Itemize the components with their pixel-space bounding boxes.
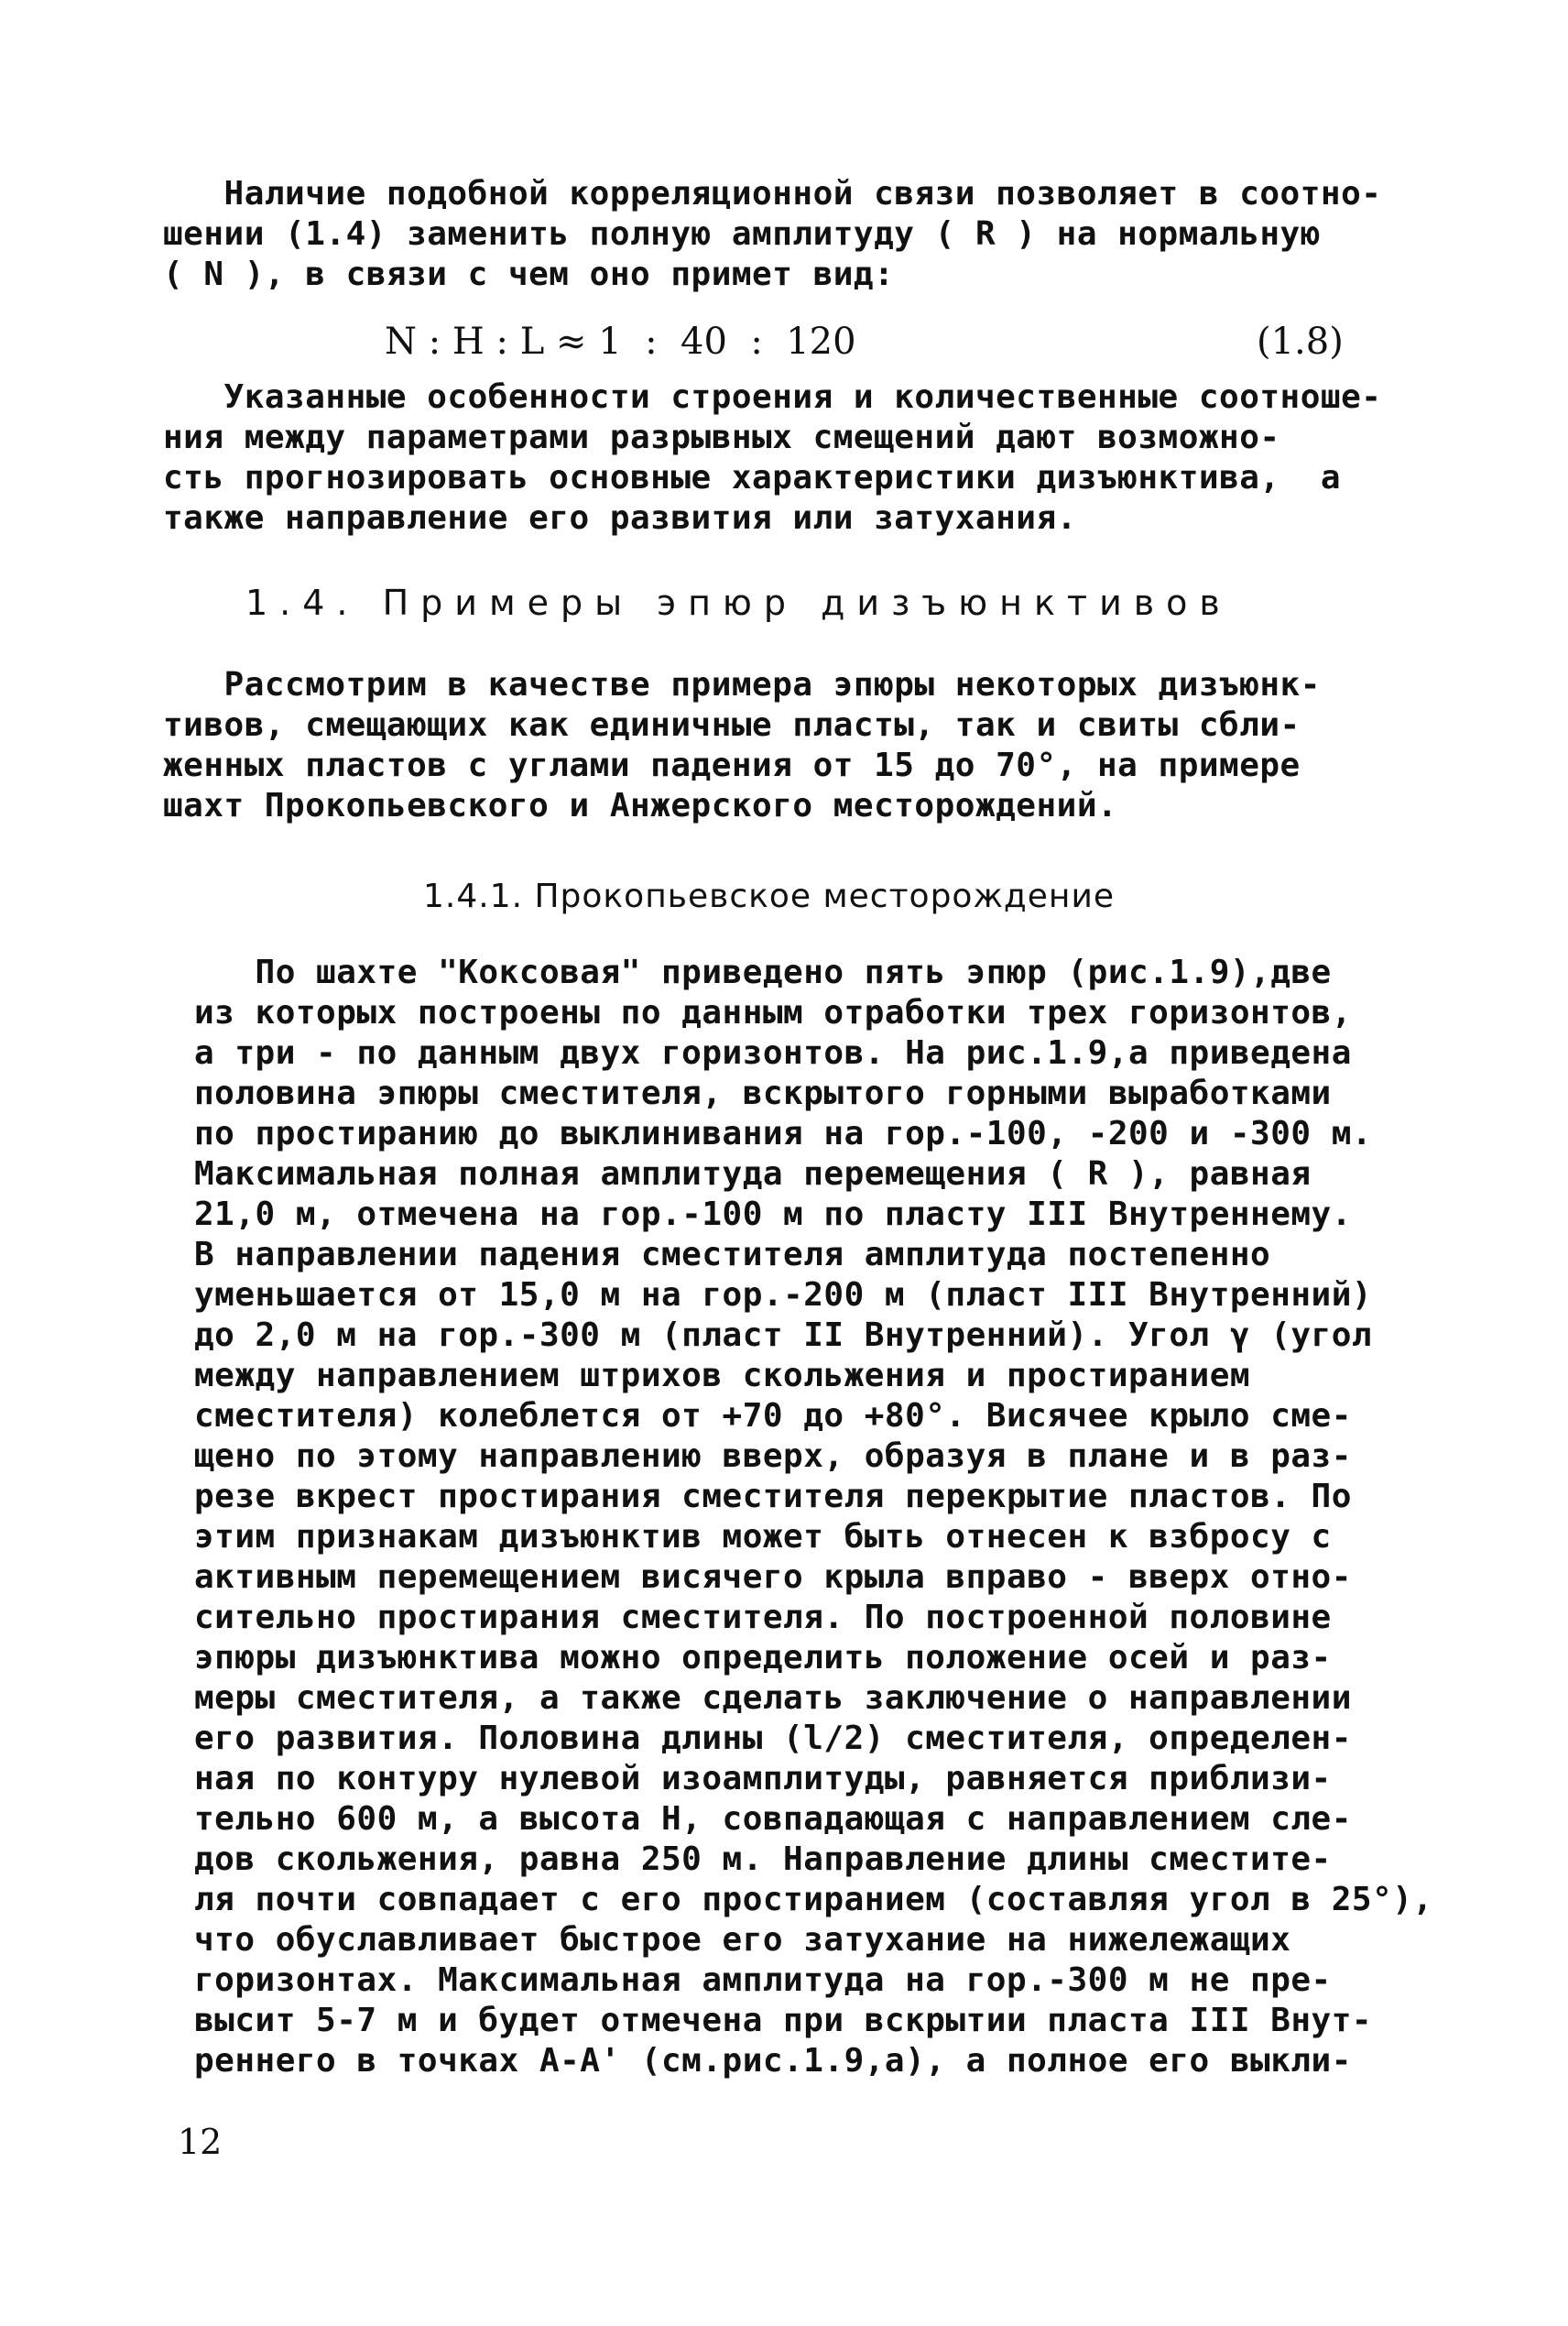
text-line: сть прогнозировать основные характеристики дизъюнктива, а bbox=[163, 459, 1342, 497]
text-line: Рассмотрим в качестве примера эпюры некоторых дизъюнк- bbox=[163, 666, 1321, 704]
formula: N : H : L ≈ 1 : 40 : 120 bbox=[385, 321, 856, 363]
text-line: Наличие подобной корреляционной связи позволяет в соотно- bbox=[163, 175, 1382, 213]
text-line: эпюры дизъюнктива можно определить положение осей и раз- bbox=[194, 1639, 1332, 1676]
text-line: ная по контуру нулевой изоамплитуды, равняется приблизи- bbox=[194, 1760, 1332, 1797]
paragraph-examples bbox=[163, 665, 1321, 826]
text-line: до 2,0 м на гор.-300 м (пласт II Внутренний). Угол γ (угол bbox=[194, 1316, 1373, 1354]
text-line: тельно 600 м, а высота H, совпадающая с направлением сле- bbox=[194, 1800, 1352, 1838]
text-line: женных пластов с углами падения от 15 до 70°, на примере bbox=[163, 747, 1301, 784]
text-line: также направление его развития или затухания. bbox=[163, 499, 1077, 537]
text-line: ( N ), в связи с чем оно примет вид: bbox=[163, 256, 895, 293]
text-line: ля почти совпадает с его простиранием (составляя угол в 25°), bbox=[194, 1881, 1433, 1918]
section-heading: 1.4. Примеры эпюр дизъюнктивов bbox=[245, 583, 1232, 623]
paragraph-koksovaya bbox=[194, 953, 1433, 2081]
text-line: резе вкрест простирания сместителя перекрытие пластов. По bbox=[194, 1478, 1352, 1515]
text-line: между направлением штрихов скольжения и простиранием bbox=[194, 1357, 1251, 1394]
text-line: сительно простирания сместителя. По построенной половине bbox=[194, 1599, 1332, 1636]
text-line: активным перемещением висячего крыла вправо - вверх отно- bbox=[194, 1558, 1352, 1596]
text-line: 21,0 м, отмечена на гор.-100 м по пласту III Внутреннему. bbox=[194, 1196, 1352, 1233]
text-line: меры сместителя, а также сделать заключение о направлении bbox=[194, 1679, 1352, 1717]
text-line: уменьшается от 15,0 м на гор.-200 м (пласт III Внутренний) bbox=[194, 1276, 1373, 1314]
text-line: дов скольжения, равна 250 м. Направление длины сместите- bbox=[194, 1840, 1332, 1878]
text-line: По шахте "Коксовая" приведено пять эпюр (рис.1.9),две bbox=[194, 954, 1332, 991]
text-line: этим признакам дизъюнктив может быть отнесен к взбросу с bbox=[194, 1518, 1332, 1556]
text-line: его развития. Половина длины (l/2) сместителя, определен- bbox=[194, 1720, 1352, 1757]
text-line: высит 5-7 м и будет отмечена при вскрытии пласта III Внут- bbox=[194, 2002, 1373, 2039]
text-line: шении (1.4) заменить полную амплитуду ( R ) на нормальную bbox=[163, 215, 1321, 253]
subsection-heading: 1.4.1. Прокопьевское месторождение bbox=[423, 878, 1116, 915]
text-line: что обуславливает быстрое его затухание на нижележащих bbox=[194, 1921, 1291, 1959]
text-line: Максимальная полная амплитуда перемещения ( R ), равная bbox=[194, 1155, 1312, 1193]
text-line: ния между параметрами разрывных смещений дают возможно- bbox=[163, 419, 1280, 456]
text-line: из которых построены по данным отработки трех горизонтов, bbox=[194, 994, 1352, 1032]
text-line: а три - по данным двух горизонтов. На рис.1.9,а приведена bbox=[194, 1034, 1352, 1072]
text-line: половина эпюры сместителя, вскрытого горными выработками bbox=[194, 1075, 1332, 1112]
text-line: В направлении падения сместителя амплитуда постепенно bbox=[194, 1236, 1271, 1273]
text-line: сместителя) колеблется от +70 до +80°. Висячее крыло сме- bbox=[194, 1397, 1352, 1435]
text-line: горизонтах. Максимальная амплитуда на гор.-300 м не пре- bbox=[194, 1961, 1332, 1999]
text-line: реннего в точках А-А' (см.рис.1.9,а), а полное его выкли- bbox=[194, 2042, 1352, 2080]
text-line: Указанные особенности строения и количественные соотноше- bbox=[163, 378, 1382, 416]
text-line: щено по этому направлению вверх, образуя в плане и в раз- bbox=[194, 1437, 1352, 1475]
text-line: шахт Прокопьевского и Анжерского месторождений. bbox=[163, 787, 1118, 824]
formula-number: (1.8) bbox=[1257, 321, 1344, 363]
text-line: по простиранию до выклинивания на гор.-100, -200 и -300 м. bbox=[194, 1115, 1373, 1152]
text-line: тивов, смещающих как единичные пласты, так и свиты сбли- bbox=[163, 706, 1301, 744]
paragraph-features bbox=[163, 377, 1381, 539]
page-number: 12 bbox=[178, 2122, 223, 2162]
paragraph-correlation bbox=[163, 174, 1381, 295]
